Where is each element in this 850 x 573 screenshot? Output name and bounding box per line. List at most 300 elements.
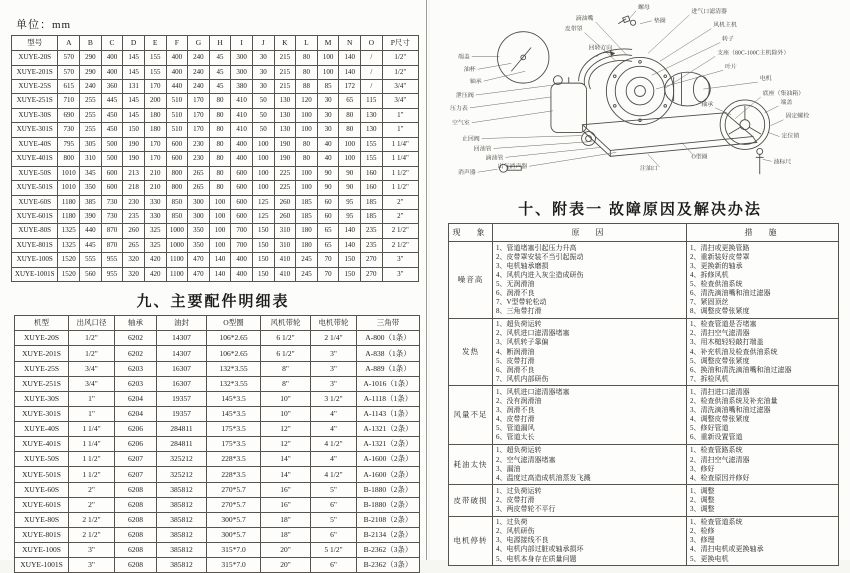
table-cell: 850	[166, 209, 188, 223]
table-cell: 510	[166, 94, 188, 108]
table-cell: 170	[188, 108, 210, 122]
table-cell: 130	[361, 123, 383, 137]
table-cell: 320	[123, 253, 145, 267]
table-cell: 300	[231, 65, 253, 79]
table-cell: 310	[80, 152, 102, 166]
diagram-label: 底座（集油箱）	[762, 91, 805, 97]
table-cell: 265	[123, 238, 145, 252]
table-cell: XUYE-40S	[15, 422, 69, 437]
table-cell: 6204	[115, 391, 157, 406]
base-plate	[583, 113, 757, 157]
table-cell: 150	[252, 267, 274, 281]
table-cell: XUYE-80S	[15, 512, 69, 527]
diagram-label: 定位销	[781, 133, 800, 140]
table-cell: 385812	[157, 527, 207, 542]
measure-line: 3、修好	[690, 464, 715, 473]
header-row	[449, 224, 839, 242]
measure-line: 8、调整皮带张紧度	[690, 307, 750, 316]
measure-line: 5、调整皮带张紧度	[690, 356, 750, 365]
table-cell: 6"	[311, 497, 357, 512]
column-header: 风机带轮	[261, 316, 311, 331]
table-cell: 245	[296, 253, 318, 267]
table-cell: B-2362（3条）	[357, 558, 420, 573]
measure-line: 5、更换电机	[690, 554, 729, 563]
table-cell: 80	[209, 166, 231, 180]
table-cell: 235	[361, 224, 383, 238]
table-cell: 1"	[382, 123, 418, 137]
column-header: M	[317, 36, 339, 51]
table-row	[15, 391, 420, 406]
table-cell: 600	[101, 166, 123, 180]
table-cell: 150	[252, 253, 274, 267]
measure-line: 3、修理	[690, 536, 715, 545]
table-row	[15, 331, 420, 346]
table-cell: 2"	[69, 482, 115, 497]
table-cell: /	[361, 65, 383, 79]
table-row	[15, 422, 420, 437]
cause-line: 7、风机内部研伤	[496, 374, 549, 383]
table-cell: 170	[144, 152, 166, 166]
cause-line: 2、皮带打滑	[496, 495, 535, 504]
table-cell: 700	[231, 238, 253, 252]
table-cell: XUYE-80S	[12, 224, 58, 238]
table-cell: 400	[101, 51, 123, 65]
table-cell: 6203	[115, 361, 157, 376]
table-cell: 30	[252, 80, 274, 94]
table-cell: 3/4"	[382, 94, 418, 108]
callout-line	[640, 21, 652, 24]
cause-line: 3、润滑不良	[496, 406, 535, 415]
table-cell: 70	[317, 253, 339, 267]
table-cell: 3 1/2"	[311, 391, 357, 406]
diagram-label: 油标尺	[773, 159, 792, 166]
table-cell: 100	[339, 152, 361, 166]
column-header: B	[80, 36, 102, 51]
table-cell: 440	[166, 80, 188, 94]
table-cell: 240	[188, 80, 210, 94]
table-row	[12, 152, 419, 166]
table-row	[15, 437, 420, 452]
table-cell: 1 1/2"	[69, 452, 115, 467]
table-cell: 6203	[115, 376, 157, 391]
table-cell: XUYE-501S	[15, 467, 69, 482]
diagram-label: 压力表	[450, 105, 468, 112]
diagram-label: 注油口	[640, 166, 658, 173]
table-cell: 150	[123, 123, 145, 137]
table-cell: 155	[144, 65, 166, 79]
table-cell: 88	[296, 80, 318, 94]
table-cell: 1180	[58, 195, 80, 209]
table-cell: 145*3.5	[207, 391, 261, 406]
table-cell: 3"	[382, 267, 418, 281]
table-cell: 1/2"	[69, 331, 115, 346]
table-cell: 1520	[58, 267, 80, 281]
column-header: 出风口径	[69, 316, 115, 331]
table-cell: 6207	[115, 467, 157, 482]
table-cell: 6208	[115, 543, 157, 558]
header-row	[12, 36, 419, 51]
table-cell: 500	[101, 152, 123, 166]
table-cell: 4"	[311, 422, 357, 437]
diagram-label: 油杯	[463, 67, 476, 74]
table-cell: XUYE-30S	[12, 108, 58, 122]
table-cell: 3/4"	[69, 376, 115, 391]
table-cell: 800	[166, 181, 188, 195]
table-cell: 6206	[115, 437, 157, 452]
table-row	[12, 267, 419, 281]
table-row	[12, 108, 419, 122]
measures-cell	[687, 516, 839, 565]
table-cell: 795	[58, 137, 80, 151]
diagram-label: 转子	[722, 36, 734, 43]
diagram-label: 轴承	[701, 101, 714, 108]
table-cell: 955	[101, 253, 123, 267]
table-cell: 190	[274, 137, 296, 151]
diagram-label: 螺母	[638, 4, 650, 11]
table-cell: 45	[209, 65, 231, 79]
table-row	[12, 123, 419, 137]
table-cell: XUYE-60S	[15, 482, 69, 497]
table-cell: 420	[144, 253, 166, 267]
table-cell: 95	[339, 195, 361, 209]
table-cell: 95	[339, 209, 361, 223]
table-cell: XUYE-60S	[12, 195, 58, 209]
table-cell: 2"	[69, 497, 115, 512]
table-cell: 8"	[261, 361, 311, 376]
table-cell: 255	[80, 123, 102, 137]
table-cell: 100	[252, 181, 274, 195]
table-cell: 180	[144, 123, 166, 137]
table-cell: 4"	[311, 452, 357, 467]
table-cell: 1 1/4"	[382, 137, 418, 151]
column-header: 机型	[15, 316, 69, 331]
table-cell: 3"	[311, 361, 357, 376]
table-cell: 190	[274, 152, 296, 166]
table-cell: 40	[317, 152, 339, 166]
table-cell: B-1880（2条）	[357, 482, 420, 497]
table-cell: 235	[123, 209, 145, 223]
column-header: C	[101, 36, 123, 51]
table-cell: 213	[123, 166, 145, 180]
table-cell: 230	[188, 152, 210, 166]
diagram-label: 消声器	[457, 170, 476, 177]
table-cell: 265	[188, 181, 210, 195]
left-page	[0, 0, 426, 570]
table-cell: 100	[339, 137, 361, 151]
table-cell: XUYE-601S	[12, 209, 58, 223]
check-valve	[582, 132, 596, 146]
table-cell: XUYE-30S	[15, 391, 69, 406]
column-header: 轴承	[115, 316, 157, 331]
table-cell: 284811	[157, 422, 207, 437]
fault-table	[448, 223, 839, 566]
table-cell: 410	[231, 123, 253, 137]
table-row	[12, 238, 419, 252]
table-cell: /	[361, 51, 383, 65]
table-cell: 284811	[157, 437, 207, 452]
column-header: L	[296, 36, 318, 51]
cause-line: 2、风机进口滤清器堵塞	[496, 329, 570, 338]
table-cell: 100	[252, 152, 274, 166]
nut-washer-icon	[618, 16, 635, 25]
table-cell: 5"	[311, 512, 357, 527]
table-cell: 6202	[115, 331, 157, 346]
table-cell: 1520	[58, 253, 80, 267]
table-cell: 330	[144, 195, 166, 209]
table-cell: 1100	[166, 253, 188, 267]
parts-table-title: 九、主要配件明细表	[136, 294, 290, 311]
table-cell: 385	[80, 195, 102, 209]
causes-cell	[493, 318, 687, 386]
callout-line	[484, 71, 526, 81]
table-cell: 80	[209, 108, 231, 122]
table-cell: 145	[123, 51, 145, 65]
fault-row	[449, 516, 839, 565]
table-cell: 2 1/4"	[311, 331, 357, 346]
table-cell: 400	[231, 152, 253, 166]
table-cell: XUYE-100S	[12, 253, 58, 267]
table-cell: 255	[80, 108, 102, 122]
table-cell: XUYE-801S	[12, 238, 58, 252]
table-cell: XUYE-251S	[15, 376, 69, 391]
table-cell: 345	[80, 166, 102, 180]
column-header: A	[58, 36, 80, 51]
table-cell: 70	[317, 267, 339, 281]
column-header: G	[188, 36, 210, 51]
table-cell: 12"	[261, 437, 311, 452]
table-cell: 385812	[157, 497, 207, 512]
fault-row	[449, 318, 839, 386]
measure-line: 4、补充机油及检查供油系统	[690, 347, 778, 356]
column-header: 油封	[157, 316, 207, 331]
measure-line: 4、调整皮带张紧度	[690, 415, 750, 424]
table-cell: 410	[231, 94, 253, 108]
column-header: K	[274, 36, 296, 51]
table-cell: 315*7.0	[207, 543, 261, 558]
table-cell: 325212	[157, 467, 207, 482]
diagram-label: 电机	[759, 76, 772, 83]
table-cell: 30	[317, 94, 339, 108]
table-cell: 1/2"	[382, 51, 418, 65]
table-cell: A-1600（2条）	[357, 452, 420, 467]
table-cell: 6208	[115, 512, 157, 527]
table-cell: 50	[252, 108, 274, 122]
table-row	[12, 224, 419, 238]
table-cell: 140	[209, 253, 231, 267]
table-cell: 185	[361, 195, 383, 209]
table-row	[12, 209, 419, 223]
table-cell: 265	[188, 166, 210, 180]
table-cell: A-1321（2条）	[357, 422, 420, 437]
table-cell: 230	[123, 195, 145, 209]
table-row	[15, 467, 420, 482]
table-cell: 470	[188, 253, 210, 267]
cause-line: 3、电机轴承磨损	[496, 261, 549, 270]
table-cell: XUYE-25S	[12, 80, 58, 94]
table-cell: 385812	[157, 512, 207, 527]
table-cell: 1"	[382, 108, 418, 122]
table-row	[12, 80, 419, 94]
cause-line: 5、皮带打滑	[496, 356, 535, 365]
table-cell: 80	[209, 152, 231, 166]
table-cell: 570	[58, 65, 80, 79]
table-cell: 185	[361, 209, 383, 223]
table-cell: 200	[144, 94, 166, 108]
table-cell: 14"	[261, 452, 311, 467]
table-cell: A-889（1条）	[357, 361, 420, 376]
page-divider	[426, 0, 428, 560]
table-cell: 350	[188, 238, 210, 252]
table-cell: 245	[296, 267, 318, 281]
callout-line	[529, 152, 616, 166]
measure-line: 3、用木槌轻轻敲打端盖	[690, 338, 764, 347]
table-cell: 131	[123, 80, 145, 94]
table-cell: 390	[80, 209, 102, 223]
table-cell: B-2108（2条）	[357, 512, 420, 527]
table-cell: 235	[361, 238, 383, 252]
table-cell: 120	[296, 94, 318, 108]
table-cell: 230	[188, 137, 210, 151]
table-cell: 315*7.0	[207, 558, 261, 573]
table-cell: 140	[339, 65, 361, 79]
table-cell: XUYE-601S	[15, 497, 69, 512]
table-cell: 80	[296, 65, 318, 79]
table-cell: 3"	[69, 543, 115, 558]
column-header: I	[231, 36, 253, 51]
measure-line: 1、检查管道是否堵塞	[690, 320, 757, 329]
table-cell: A-1600（2条）	[357, 467, 420, 482]
table-cell: 260	[274, 209, 296, 223]
table-cell: 4 1/2"	[311, 467, 357, 482]
table-cell: 65	[317, 238, 339, 252]
diagram-labels	[450, 3, 809, 176]
table-cell: 445	[101, 94, 123, 108]
table-cell: 100	[296, 123, 318, 137]
causes-cell	[493, 242, 687, 319]
table-cell: A-1143（1条）	[357, 406, 420, 421]
table-cell: 100	[296, 108, 318, 122]
table-cell: 150	[339, 253, 361, 267]
cause-line: 4、风机内进入灰尘造成研伤	[496, 270, 584, 279]
table-cell: 225	[274, 166, 296, 180]
table-cell: 170	[144, 80, 166, 94]
table-cell: 215	[274, 51, 296, 65]
measure-line: 4、清扫电机或更换轴承	[690, 545, 764, 554]
table-row	[12, 253, 419, 267]
diagram-label: 回转方向	[588, 45, 613, 52]
table-cell: 1000	[166, 224, 188, 238]
column-header: 电机带轮	[311, 316, 357, 331]
table-cell: 1 1/2"	[382, 181, 418, 195]
callout-line	[629, 11, 636, 19]
table-cell: 100	[209, 209, 231, 223]
table-cell: 400	[231, 253, 253, 267]
table-cell: 145	[123, 65, 145, 79]
table-cell: 228*3.5	[207, 452, 261, 467]
table-row	[12, 65, 419, 79]
table-cell: 6208	[115, 482, 157, 497]
table-cell: 18"	[261, 527, 311, 542]
table-cell: 300*5.7	[207, 512, 261, 527]
table-cell: 145*3.5	[207, 406, 261, 421]
table-cell: 570	[58, 51, 80, 65]
table-cell: 160	[361, 166, 383, 180]
table-cell: 510	[166, 123, 188, 137]
table-cell: 600	[231, 209, 253, 223]
measure-line: 1、清扫进口滤清器	[690, 387, 750, 396]
diagram-label: 止回阀	[461, 136, 480, 143]
table-row	[12, 181, 419, 195]
table-cell: 80	[209, 137, 231, 151]
table-cell: 14307	[157, 346, 207, 361]
table-cell: 325	[144, 224, 166, 238]
table-cell: 5"	[311, 482, 357, 497]
table-cell: 100	[252, 137, 274, 151]
table-cell: 385812	[157, 543, 207, 558]
callout-line	[771, 120, 784, 126]
table-cell: 125	[252, 209, 274, 223]
callout-line	[470, 97, 551, 108]
diagram-label: O型圈	[691, 154, 708, 161]
table-cell: B-2134（2条）	[357, 527, 420, 542]
measure-line: 1、清扫或更换管路	[690, 243, 750, 252]
table-cell: 16307	[157, 361, 207, 376]
table-cell: 80	[209, 94, 231, 108]
table-cell: 100	[317, 65, 339, 79]
table-cell: 1325	[58, 224, 80, 238]
table-cell: XUYE-251S	[12, 94, 58, 108]
table-cell: 600	[231, 195, 253, 209]
table-cell: 20"	[261, 558, 311, 573]
cause-line: 2、风机研伤	[496, 527, 535, 536]
causes-cell	[493, 386, 687, 445]
table-cell: 100	[317, 51, 339, 65]
table-cell: 800	[166, 166, 188, 180]
table-cell: 410	[274, 253, 296, 267]
table-cell: 510	[166, 108, 188, 122]
belt-cover	[579, 49, 632, 89]
table-cell: 6202	[115, 346, 157, 361]
table-cell: 80	[296, 152, 318, 166]
table-cell: 6 1/2"	[261, 331, 311, 346]
table-cell: 260	[123, 224, 145, 238]
table-cell: 150	[252, 224, 274, 238]
table-cell: B-2362（3条）	[357, 543, 420, 558]
table-cell: 2 1/2"	[69, 527, 115, 542]
table-cell: 140	[339, 224, 361, 238]
table-cell: 80	[209, 123, 231, 137]
column-header: 原 因	[493, 224, 687, 242]
table-cell: 40	[317, 137, 339, 151]
table-cell: 16"	[261, 497, 311, 512]
blower-diagram	[430, 0, 850, 190]
table-cell: XUYE-401S	[12, 152, 58, 166]
column-header: 型号	[12, 36, 58, 51]
table-cell: 20"	[261, 543, 311, 558]
table-cell: 500	[101, 137, 123, 151]
table-cell: 160	[361, 181, 383, 195]
phenomenon-cell: 耗油太快	[449, 444, 493, 484]
table-cell: 1 1/4"	[69, 422, 115, 437]
table-cell: A-1118（1条）	[357, 391, 420, 406]
table-cell: 170	[188, 123, 210, 137]
cause-line: 6、润滑不良	[496, 365, 535, 374]
diagram-label: 支座（80C-100C主机除外）	[717, 50, 790, 57]
table-cell: 325212	[157, 452, 207, 467]
table-cell: 955	[101, 267, 123, 281]
table-cell: A-838（1条）	[357, 346, 420, 361]
table-cell: 180	[144, 108, 166, 122]
